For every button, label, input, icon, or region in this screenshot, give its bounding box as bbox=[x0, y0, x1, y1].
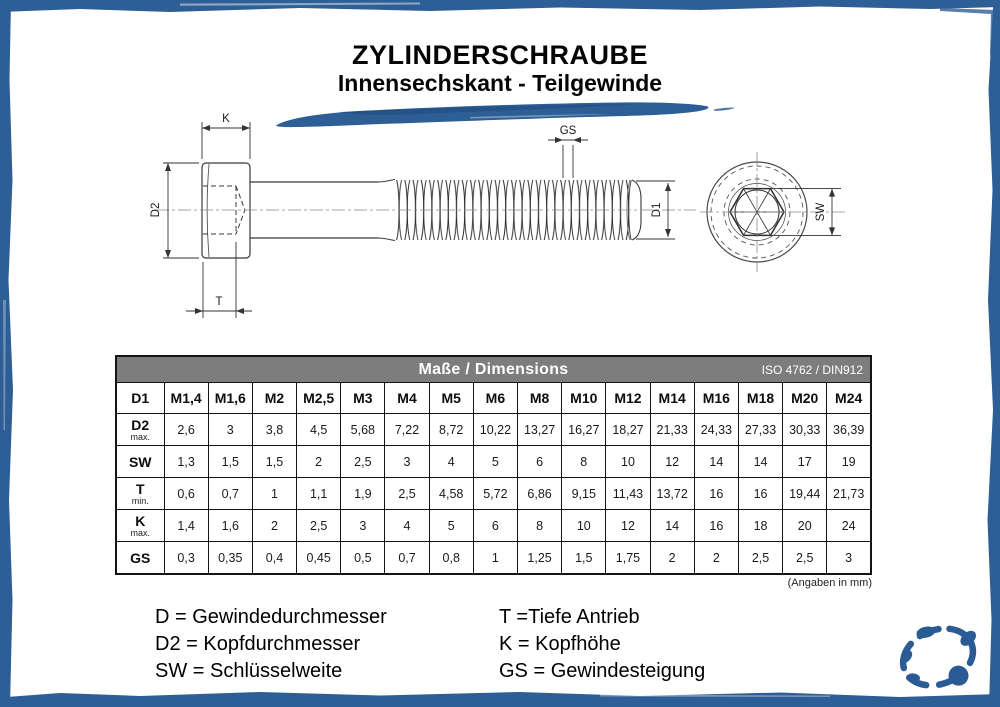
screw-head-outline bbox=[202, 163, 250, 258]
legend-left-column bbox=[155, 604, 387, 685]
row-label: T min. bbox=[116, 478, 164, 510]
dimension-value-cell: 9,15 bbox=[562, 478, 606, 510]
column-header: M2,5 bbox=[297, 383, 341, 414]
table-standard-label: ISO 4762 / DIN912 bbox=[761, 362, 863, 377]
dimension-value-cell: 0,3 bbox=[164, 542, 208, 575]
column-header: M2 bbox=[252, 383, 296, 414]
row-label: K max. bbox=[116, 510, 164, 542]
table-row bbox=[116, 414, 871, 446]
dimension-value-cell: 3 bbox=[385, 446, 429, 478]
row-label: D2 max. bbox=[116, 414, 164, 446]
dimension-value-cell: 6 bbox=[518, 446, 562, 478]
row-label: SW bbox=[116, 446, 164, 478]
dimension-value-cell: 4,5 bbox=[297, 414, 341, 446]
dimension-value-cell: 10,22 bbox=[473, 414, 517, 446]
dimension-value-cell: 2 bbox=[297, 446, 341, 478]
dimension-value-cell: 1,9 bbox=[341, 478, 385, 510]
dimension-value-cell: 6 bbox=[473, 510, 517, 542]
dimension-value-cell: 14 bbox=[738, 446, 782, 478]
dimension-value-cell: 1 bbox=[252, 478, 296, 510]
dimension-value-cell: 1,5 bbox=[252, 446, 296, 478]
dimension-value-cell: 1,5 bbox=[562, 542, 606, 575]
legend-line-k: K = Kopfhöhe bbox=[499, 633, 621, 655]
dimension-value-cell: 1,4 bbox=[164, 510, 208, 542]
column-header: M6 bbox=[473, 383, 517, 414]
dimension-value-cell: 0,7 bbox=[385, 542, 429, 575]
dimension-value-cell: 5,68 bbox=[341, 414, 385, 446]
table-row bbox=[116, 510, 871, 542]
dimension-value-cell: 3 bbox=[827, 542, 871, 575]
dimension-value-cell: 8,72 bbox=[429, 414, 473, 446]
column-header-d1: D1 bbox=[116, 383, 164, 414]
column-header: M3 bbox=[341, 383, 385, 414]
dimension-value-cell: 24 bbox=[827, 510, 871, 542]
dimension-value-cell: 2,5 bbox=[341, 446, 385, 478]
dimension-value-cell: 5 bbox=[473, 446, 517, 478]
table-row bbox=[116, 542, 871, 575]
dim-label-k: K bbox=[222, 113, 230, 125]
dimension-value-cell: 2,5 bbox=[783, 542, 827, 575]
dimension-value-cell: 16 bbox=[694, 478, 738, 510]
table-title: Maße / Dimensions bbox=[418, 360, 569, 378]
dimension-value-cell: 16 bbox=[694, 510, 738, 542]
dimension-value-cell: 1,1 bbox=[297, 478, 341, 510]
dimension-value-cell: 8 bbox=[518, 510, 562, 542]
column-header: M20 bbox=[783, 383, 827, 414]
screw-side-view bbox=[202, 163, 641, 258]
row-label: GS bbox=[116, 542, 164, 575]
dimension-value-cell: 1,75 bbox=[606, 542, 650, 575]
column-header: M10 bbox=[562, 383, 606, 414]
dimension-value-cell: 14 bbox=[694, 446, 738, 478]
column-header: M16 bbox=[694, 383, 738, 414]
table-column-header-row bbox=[116, 383, 871, 414]
dimension-value-cell: 16 bbox=[738, 478, 782, 510]
legend-line-sw: SW = Schlüsselweite bbox=[155, 660, 343, 682]
dimension-value-cell: 19 bbox=[827, 446, 871, 478]
dimension-value-cell: 2 bbox=[694, 542, 738, 575]
dimension-value-cell: 0,4 bbox=[252, 542, 296, 575]
column-header: M12 bbox=[606, 383, 650, 414]
column-header: M18 bbox=[738, 383, 782, 414]
dimension-value-cell: 1,25 bbox=[518, 542, 562, 575]
dim-label-t: T bbox=[215, 296, 223, 308]
dimension-value-cell: 10 bbox=[606, 446, 650, 478]
dimension-value-cell: 17 bbox=[783, 446, 827, 478]
legend-line-gs: GS = Gewindesteigung bbox=[499, 660, 706, 682]
dimension-value-cell: 19,44 bbox=[783, 478, 827, 510]
dimension-value-cell: 36,39 bbox=[827, 414, 871, 446]
dim-label-d1: D1 bbox=[651, 202, 663, 218]
title-underline-brush bbox=[276, 102, 735, 127]
dimension-value-cell: 3 bbox=[341, 510, 385, 542]
page-title: ZYLINDERSCHRAUBE bbox=[351, 40, 648, 70]
column-header: M24 bbox=[827, 383, 871, 414]
dimension-value-cell: 27,33 bbox=[738, 414, 782, 446]
page-subtitle: Innensechskant - Teilgewinde bbox=[337, 70, 663, 97]
dimension-value-cell: 2 bbox=[650, 542, 694, 575]
dimension-value-cell: 1 bbox=[473, 542, 517, 575]
dimension-value-cell: 4 bbox=[429, 446, 473, 478]
dimension-value-cell: 18 bbox=[738, 510, 782, 542]
logo-ring bbox=[889, 608, 994, 704]
dimension-value-cell: 0,8 bbox=[429, 542, 473, 575]
legend-line-d: D = Gewindedurchmesser bbox=[155, 606, 387, 628]
dimension-value-cell: 0,45 bbox=[297, 542, 341, 575]
dimension-value-cell: 1,6 bbox=[208, 510, 252, 542]
dimension-value-cell: 1,5 bbox=[208, 446, 252, 478]
dimension-value-cell: 0,7 bbox=[208, 478, 252, 510]
dimension-value-cell: 3,8 bbox=[252, 414, 296, 446]
dimension-value-cell: 20 bbox=[783, 510, 827, 542]
dimension-value-cell: 21,73 bbox=[827, 478, 871, 510]
dimension-value-cell: 5,72 bbox=[473, 478, 517, 510]
dimension-value-cell: 1,3 bbox=[164, 446, 208, 478]
column-header: M4 bbox=[385, 383, 429, 414]
dimension-value-cell: 13,72 bbox=[650, 478, 694, 510]
dimension-value-cell: 12 bbox=[606, 510, 650, 542]
dimension-value-cell: 4,58 bbox=[429, 478, 473, 510]
dimension-value-cell: 2,6 bbox=[164, 414, 208, 446]
dimension-value-cell: 21,33 bbox=[650, 414, 694, 446]
dimension-value-cell: 18,27 bbox=[606, 414, 650, 446]
dimensions-table bbox=[115, 355, 872, 575]
dimension-value-cell: 24,33 bbox=[694, 414, 738, 446]
dimension-value-cell: 4 bbox=[385, 510, 429, 542]
table-footnote: (Angaben in mm) bbox=[787, 577, 872, 589]
dim-label-gs: GS bbox=[559, 125, 577, 137]
dimension-value-cell: 2,5 bbox=[385, 478, 429, 510]
dim-label-d2: D2 bbox=[150, 202, 162, 218]
dimension-value-cell: 0,35 bbox=[208, 542, 252, 575]
dimension-value-cell: 11,43 bbox=[606, 478, 650, 510]
dimension-value-cell: 2,5 bbox=[738, 542, 782, 575]
dimension-value-cell: 10 bbox=[562, 510, 606, 542]
dimension-value-cell: 2,5 bbox=[297, 510, 341, 542]
column-header: M14 bbox=[650, 383, 694, 414]
dimension-value-cell: 8 bbox=[562, 446, 606, 478]
dim-label-sw: SW bbox=[815, 202, 827, 222]
dimension-value-cell: 0,5 bbox=[341, 542, 385, 575]
dimension-value-cell: 16,27 bbox=[562, 414, 606, 446]
table-header-band bbox=[116, 356, 871, 383]
dimension-value-cell: 7,22 bbox=[385, 414, 429, 446]
dimension-value-cell: 30,33 bbox=[783, 414, 827, 446]
dimension-value-cell: 3 bbox=[208, 414, 252, 446]
dimension-value-cell: 0,6 bbox=[164, 478, 208, 510]
title-block bbox=[0, 40, 1000, 97]
table-row bbox=[116, 446, 871, 478]
dimension-value-cell: 12 bbox=[650, 446, 694, 478]
table-row bbox=[116, 478, 871, 510]
legend-line-t: T =Tiefe Antrieb bbox=[499, 606, 640, 628]
dimension-value-cell: 13,27 bbox=[518, 414, 562, 446]
column-header: M8 bbox=[518, 383, 562, 414]
legend-right-column bbox=[499, 604, 705, 685]
legend-line-d2: D2 = Kopfdurchmesser bbox=[155, 633, 361, 655]
dimension-value-cell: 2 bbox=[252, 510, 296, 542]
column-header: M1,6 bbox=[208, 383, 252, 414]
column-header: M1,4 bbox=[164, 383, 208, 414]
head-chamfer-line bbox=[207, 164, 209, 257]
dimension-value-cell: 5 bbox=[429, 510, 473, 542]
dimension-value-cell: 6,86 bbox=[518, 478, 562, 510]
column-header: M5 bbox=[429, 383, 473, 414]
dimension-value-cell: 14 bbox=[650, 510, 694, 542]
